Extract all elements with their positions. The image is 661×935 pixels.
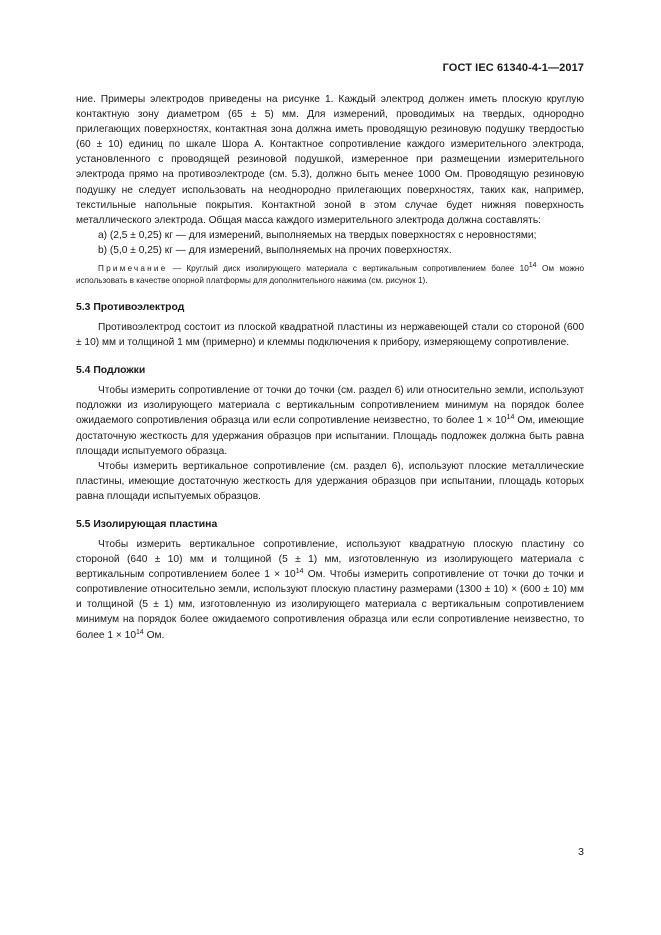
intro-paragraph: ние. Примеры электродов приведены на рисунке 1. Каждый электрод должен иметь плоскую круглую контактную зону диаметром (65 ± 5) мм. Для измерений, проводимых на твердых, однородно прилегающих поверхностях, контактная зона должна иметь проводящую резиновую подушку твердостью (60 ± 10) единиц по шкале Шора А. Контактное сопротивление каждого измерительного электрода, установленного с проводящей резиновой подушкой, измеренное при размещении измерительного электрода прямо на противоэлектроде (см. 5.3), должно быть менее 1000 Ом. Проводящую резиновую подушку не следует использовать на неоднородно прилегающих поверхностях, таких как, например, текстильные напольные покрытия. Контактной зоной в этом случае будет нижняя поверхность металлического электрода. Общая масса каждого измерительного электрода должна составлять: [76, 94, 584, 226]
section-5-4-title: 5.4 Подложки [76, 365, 146, 377]
note-text-part1: — Круглый диск изолирующего материала с вертикальным сопротивлением более 10 [172, 264, 529, 274]
exponent: 14 [295, 568, 304, 576]
note-text-part2: Ом можно использовать в качестве опорной платформы для дополнительного нажима (см. рисунок 1). [76, 264, 585, 286]
section-5-4-paragraph-1: Чтобы измерить сопротивление от точки до точки (см. раздел 6) или относительно земли, используют подложки из изолирующего материала с вертикальным сопротивлением минимум на порядок более ожидаемого сопротивления образца или если сопротивление неизвестно, то более $1 \times 10^{14}$ Ом, имеющие достаточную жесткость для удержания образцов при испытании. Площадь подложек должна быть равна площади испытуемого образца. [76, 385, 584, 457]
exponent: 14 [136, 628, 144, 636]
list-item-b: b) (5,0 ± 0,25) кг — для измерений, выполняемых на прочих поверхностях. [98, 244, 452, 256]
section-5-3-title: 5.3 Противоэлектрод [76, 302, 185, 314]
note-label: Примечание [98, 264, 168, 274]
document-header: ГОСТ IEC 61340-4-1—2017 [442, 62, 584, 74]
section-5-5-paragraph: Чтобы измерить вертикальное сопротивление, используют квадратную плоскую пластину со стороной (640 ± 10) мм и толщиной (5 ± 1) мм, изготовленную из изолирующего материала с вертикальным сопротивлением более $1 \times 10^{14}$ Ом. Чтобы измерить сопротивление от точки до точки и сопротивление относительно земли, используют плоскую пластину размерами (1300 ± 10) × (600 ± 10) мм и толщиной (5 ± 1) мм, изготовленную из изолирующего материала с вертикальным сопротивлением минимум на порядок более ожидаемого сопротивления образца или если сопротивление неизвестно, то более $1 \times 10^{14}$ Ом. [76, 538, 584, 641]
exponent: 14 [506, 414, 515, 422]
section-5-5-title: 5.5 Изолирующая пластина [76, 518, 218, 530]
note-exponent: 14 [528, 262, 537, 270]
section-5-3-paragraph: Противоэлектрод состоит из плоской квадратной пластины из нержавеющей стали со стороной (600 ± 10) мм и толщиной 1 мм (примерно) и клеммы подключения к прибору, измеряющему сопротивление. [76, 322, 584, 349]
list-item-a: а) (2,5 ± 0,25) кг — для измерений, выполняемых на твердых поверхностях с неровностями; [98, 229, 537, 241]
section-5-4-paragraph-2: Чтобы измерить вертикальное сопротивление (см. раздел 6), используют плоские металлические пластины, имеющие достаточную жесткость для удержания образцов при испытании, площадь которых равна площади испытуемых образцов. [76, 460, 584, 502]
page-number: 3 [578, 846, 584, 858]
note [76, 263, 584, 287]
document-body [76, 92, 584, 643]
